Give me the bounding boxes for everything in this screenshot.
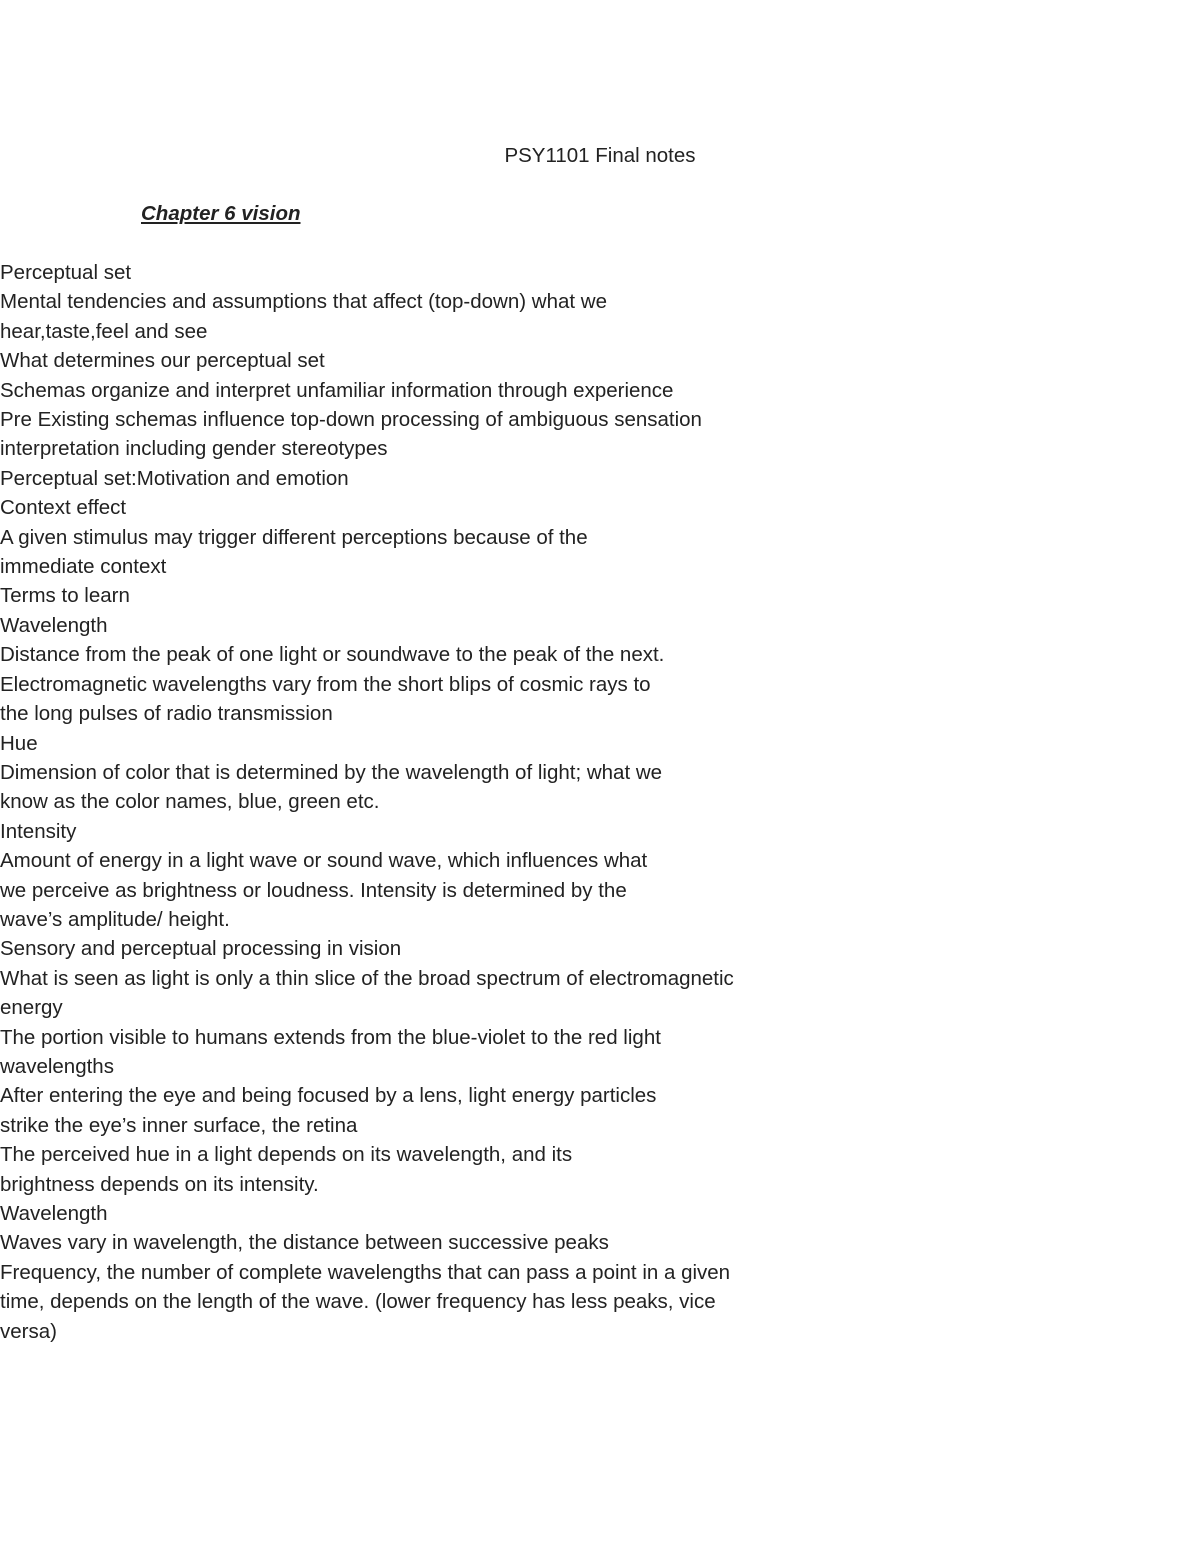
outline-item-text-line: Schemas organize and interpret unfamiliar information through experience xyxy=(0,378,674,402)
outline-item-text-line: immediate context xyxy=(0,555,167,579)
outline-item-level-2 xyxy=(0,817,790,846)
outline-item-level-3 xyxy=(0,640,720,728)
outline-item-level-1 xyxy=(0,464,860,493)
outline-item-text-line: the long pulses of radio transmission xyxy=(0,702,333,726)
outline-item-level-3 xyxy=(0,846,720,934)
outline-item-text-line: Wavelength xyxy=(0,1202,108,1225)
outline-item-text-line: Perceptual set:Motivation and emotion xyxy=(0,466,349,490)
outline-item-level-2 xyxy=(0,964,790,1023)
outline-item-level-2 xyxy=(0,1228,790,1257)
outline-item-text-line: A given stimulus may trigger different perceptions because of the xyxy=(0,525,588,549)
outline-item-level-3 xyxy=(0,1140,720,1199)
outline-item-level-2 xyxy=(0,1258,790,1346)
outline-item-text-line: interpretation including gender stereotypes xyxy=(0,437,388,461)
outline-item-text-line: Distance from the peak of one light or soundwave to the peak of the next. xyxy=(0,643,665,667)
outline-item-level-2 xyxy=(0,493,790,522)
outline-item-text-line: Pre Existing schemas influence top-down processing of ambiguous sensation xyxy=(0,408,702,432)
outline-item-level-3 xyxy=(0,1023,720,1082)
outline-item-text-line: After entering the eye and being focused by a lens, light energy particles xyxy=(0,1084,657,1108)
outline-item-level-1 xyxy=(0,258,860,287)
outline-item-text-line: Sensory and perceptual processing in vision xyxy=(0,937,402,961)
outline-item-level-1 xyxy=(0,346,860,375)
outline-item-level-2 xyxy=(0,729,790,758)
outline-item-text-line: know as the color names, blue, green etc. xyxy=(0,790,380,814)
outline-item-text-line: Hue xyxy=(0,731,38,755)
outline-item-text-line: Frequency, the number of complete wavelengths that can pass a point in a given xyxy=(0,1260,731,1284)
outline-item-level-3 xyxy=(0,1081,720,1140)
outline-item-text-line: brightness depends on its intensity. xyxy=(0,1172,319,1196)
outline-item-text-line: Amount of energy in a light wave or sound wave, which influences what xyxy=(0,849,648,873)
outline-item-text-line: versa) xyxy=(0,1319,57,1343)
outline-item-text-line: wavelengths xyxy=(0,1054,114,1078)
outline-item-level-2 xyxy=(0,287,790,346)
outline-item-level-3 xyxy=(0,523,720,582)
notes-outline xyxy=(0,258,860,1346)
outline-item-text-line: The portion visible to humans extends from the blue-violet to the red light xyxy=(0,1025,661,1049)
chapter-heading: Chapter 6 vision xyxy=(141,202,301,225)
outline-item-text-line: time, depends on the length of the wave. (lower frequency has less peaks, vice xyxy=(0,1290,716,1314)
outline-item-text-line: What determines our perceptual set xyxy=(0,349,325,373)
outline-item-text-line: energy xyxy=(0,996,63,1020)
outline-item-text-line: Intensity xyxy=(0,819,77,843)
outline-item-text-line: Dimension of color that is determined by the wavelength of light; what we xyxy=(0,760,663,784)
outline-item-text-line: we perceive as brightness or loudness. Intensity is determined by the xyxy=(0,878,627,902)
outline-item-level-1 xyxy=(0,1199,860,1228)
outline-item-text-line: The perceived hue in a light depends on its wavelength, and its xyxy=(0,1143,573,1167)
outline-item-text-line: Context effect xyxy=(0,496,127,520)
outline-item-text-line: Perceptual set xyxy=(0,261,132,284)
outline-item-level-2 xyxy=(0,405,790,464)
outline-item-text-line: What is seen as light is only a thin slice of the broad spectrum of electromagnetic xyxy=(0,966,734,990)
outline-item-text-line: Electromagnetic wavelengths vary from the short blips of cosmic rays to xyxy=(0,672,651,696)
outline-item-level-1 xyxy=(0,934,860,963)
outline-item-text-line: wave’s amplitude/ height. xyxy=(0,907,230,931)
outline-item-level-1 xyxy=(0,581,860,610)
outline-item-text-line: Terms to learn xyxy=(0,584,130,608)
outline-item-text-line: hear,taste,feel and see xyxy=(0,319,208,343)
outline-item-text-line: strike the eye’s inner surface, the retina xyxy=(0,1113,358,1137)
outline-item-level-2 xyxy=(0,376,790,405)
outline-item-level-2 xyxy=(0,611,790,640)
outline-item-level-3 xyxy=(0,758,720,817)
outline-item-text-line: Mental tendencies and assumptions that affect (top-down) what we xyxy=(0,290,607,314)
document-title: PSY1101 Final notes xyxy=(504,144,696,167)
outline-item-text-line: Waves vary in wavelength, the distance between successive peaks xyxy=(0,1231,609,1255)
outline-item-text-line: Wavelength xyxy=(0,613,108,637)
